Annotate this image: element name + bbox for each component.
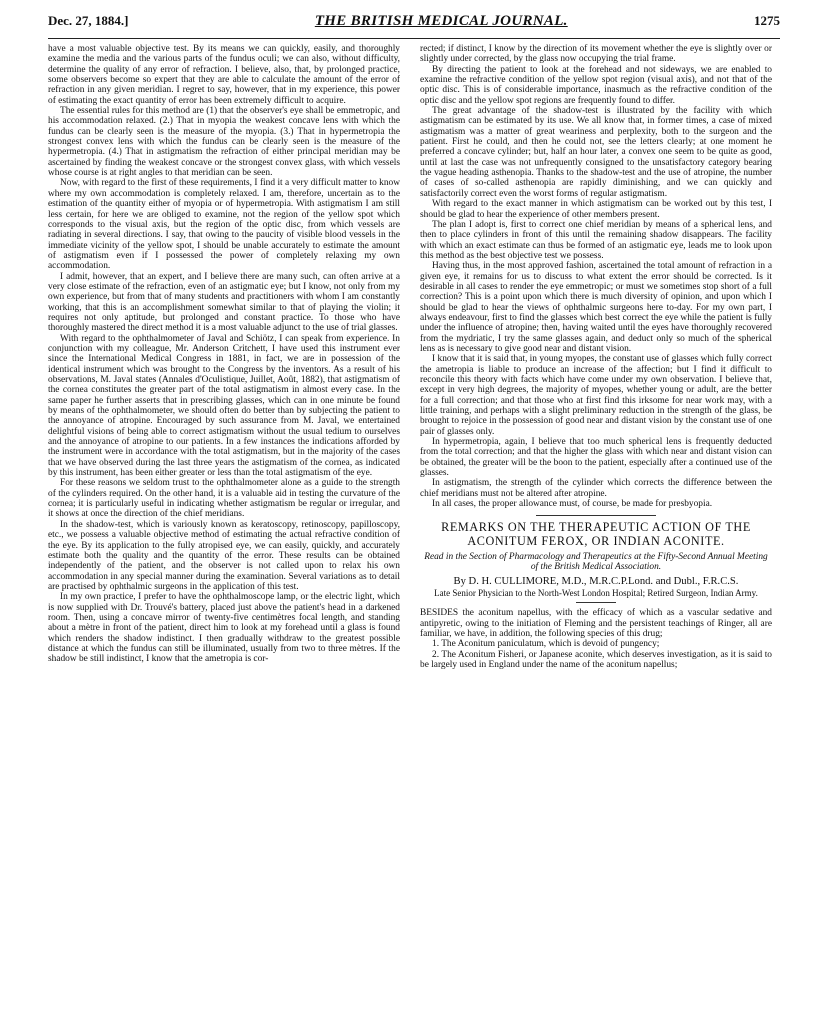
page-header <box>48 6 780 36</box>
article-title: REMARKS ON THE THERAPEUTIC ACTION OF THE ACONITUM FEROX, OR INDIAN ACONITE. <box>441 520 751 548</box>
header-rule <box>48 38 780 39</box>
paragraph: I know that it is said that, in young myopes, the constant use of glasses which fully correct the ametropia is liable to produce an increase of the affection; but I find it difficult to reconcile this theory with facts which have come under my own observation. I believe that, except in very high degrees, the majority of myopes, whether young or adult, are the better for a full correction; and that those who at first find this irksome for near work may, with a little training, and perhaps with a slight preliminary reduction in the strength of the glass, be brought to rejoice in the possession of good near and distant vision by the constant use of one pair of glasses only. <box>420 354 772 437</box>
short-divider <box>576 602 616 603</box>
paragraph: The plan I adopt is, first to correct one chief meridian by means of a spherical lens, and then to place cylinders in front of this until the remaining shadow disappears. The facility with which an exact estimate can thus be formed of an astigmatic eye, leads me to look upon this method as the best objective test we possess. <box>420 219 772 261</box>
journal-title: THE BRITISH MEDICAL JOURNAL. <box>314 12 568 29</box>
header-date: Dec. 27, 1884.] <box>48 13 129 28</box>
paragraph: In all cases, the proper allowance must, of course, be made for presbyopia. <box>432 499 713 510</box>
paragraph: Having thus, in the most approved fashion, ascertained the total amount of refraction in a given eye, it remains for us to discuss to what extent the error should be corrected. Is it desirable in all cases to render the eye emmetropic; or must we sometimes stop short of a full correction? This is a point upon which there is much diversity of opinion, and upon which I should be glad to hear the views of ophthalmic surgeons here to-day. For my own part, I always endeavour, first to find the glasses which best correct the eye while the patient is fully under the influence of atropine; then, having waited until the eyes have thoroughly recovered from the mydriatic, I try the same glasses again, and deduct only so much of the spherical lens as is necessary to give good near and distant vision. <box>420 261 772 354</box>
paragraph: In my own practice, I prefer to have the ophthalmoscope lamp, or the electric light, which is now supplied with Dr. Trouvé's battery, placed just above the patient's head in a darkened room. Then, using a concave mirror of twenty-five centimètres focal length, and standing about a mètre in front of the patient, direct him to look at my forehead until a glass is found which renders the shadow indistinct. I then gradually withdraw to the greatest possible distance at which the fundus can still be illuminated, usually from two to three mètres. If the shadow be still indistinct, I know that the ametropia is cor- <box>48 592 400 665</box>
paragraph: I admit, however, that an expert, and I believe there are many such, can often arrive at a very close estimate of the refraction, even of an astigmatic eye; but I know, not only from my own experience, but from that of many students and practitioners with whom I am constantly working, that this is an accomplishment somewhat similar to that of playing the violin; it requires not only aptitude, but prolonged and constant practice. To those who have thoroughly mastered the direct method it is a most valuable adjunct to the use of trial glasses. <box>48 271 400 334</box>
paragraph: With regard to the exact manner in which astigmatism can be worked out by this test, I should be glad to hear the experience of other members present. <box>420 199 772 220</box>
paragraph: Now, with regard to the first of these requirements, I find it a very difficult matter to know where my own accommodation is completely relaxed. I am, therefore, uncertain as to the estimation of the quantity either of myopia or of hypermetropia. With astigmatism I am still less certain, for here we are obliged to examine, not the region of the yellow spot which corresponds to the visual axis, but the region of the optic disc, from which vessels are radiating in several directions. I say, that owing to the paucity of visible blood vessels in the immediate vicinity of the yellow spot, I should be unable accurately to estimate the amount of astigmatism even if I possessed the power of completely relaxing my own accommodation. <box>48 178 400 272</box>
article-subtitle: Read in the Section of Pharmacology and Therapeutics at the Fifty-Second Annual Meeting of the British Medical Association. <box>424 551 768 573</box>
left-column <box>48 44 400 665</box>
article-author: By D. H. CULLIMORE, M.D., M.R.C.P.Lond. and Dubl., F.R.C.S. <box>453 575 739 587</box>
paragraph: For these reasons we seldom trust to the ophthalmometer alone as a guide to the strength of the cylinders required. On the other hand, it is a valuable aid in testing the curvature of the cornea; it is particularly useful in indicating whether astigmatism be regular or irregular, and it shows at once the direction of the chief meridians. <box>48 478 400 520</box>
paragraph: The essential rules for this method are (1) that the observer's eye shall be emmetropic, and his accommodation relaxed. (2.) That in myopia the weakest concave lens with which the fundus can be clearly seen is the measure of the myopia. (3.) That in hypermetropia the strongest convex lens with which the fundus can be clearly seen is the measure of the hypermetropia. (4.) That in astigmatism the refraction of either principal meridian may be ascertained by finding the weakest concave or the strongest convex glass, with which vessels whose course is at right angles to that meridian can be seen. <box>48 106 400 179</box>
section-divider <box>536 515 656 516</box>
paragraph: In the shadow-test, which is variously known as keratoscopy, retinoscopy, papilloscopy, etc., we possess a valuable objective method of estimating the actual refractive condition of the eye. By its application to the fully atropised eye, we can easily, quickly, and accurately estimate both the quality and the quantity of the error. These results can be obtained independently of the patient, and the observer is not called upon to relax his own accommodation in any special manner during the examination. Several variations as to detail are practised by ophthalmic surgeons in the application of this test. <box>48 519 400 592</box>
list-item: 1. The Aconitum paniculatum, which is devoid of pungency; <box>432 639 660 650</box>
paragraph: BESIDES the aconitum napellus, with the efficacy of which as a vascular sedative and antipyretic, owing to the initiation of Fleming and the persistent teachings of Ringer, all are familiar, we have, in addition, the following species of this drug; <box>420 608 772 639</box>
paragraph: In astigmatism, the strength of the cylinder which corrects the difference between the chief meridians must not be altered after atropine. <box>420 478 772 499</box>
paragraph: By directing the patient to look at the forehead and not sideways, we are enabled to examine the refractive condition of the yellow spot region (visual axis), and not that of the optic disc. This is of considerable importance, inasmuch as the refractive condition of the optic disc and the yellow spot regions are frequently found to differ. <box>420 64 772 106</box>
paragraph: With regard to the ophthalmometer of Javal and Schiötz, I can speak from experience. In conjunction with my colleague, Mr. Anderson Critchett, I have used this instrument ever since the International Medical Congress in 1881, in fact, we are in possession of the identical instrument which was brought to the Congress by the inventors. As a result of his observations, M. Javal states (Annales d'Oculistique, Juillet, Août, 1882), that astigmatism of the cornea constitutes the greater part of the total astigmatism in almost every case. In the same paper he further asserts that in prescribing glasses, which can in one minute be found by means of the ophthalmometer, we should often do better than by subjecting the patient to the annoyance of atropine. Encouraged by such assurance from M. Javal, we entertained delightful visions of being able to correct astigmatism without the usual tedium to ourselves and the annoyance of atropine to our patients. In a few instances the indications afforded by the instrument were in accordance with the total astigmatism, but in the majority of the cases that we have observed during the last three years the astigmatism of the cornea, as indicated by this instrument, has been either greater or less than the total astigmatism of the eye. <box>48 333 400 479</box>
paragraph: The great advantage of the shadow-test is illustrated by the facility with which astigmatism can be estimated by its use. We all know that, in former times, a case of mixed astigmatism was a matter of great weariness and perplexity, both to the surgeon and the patient. First he could, and then he could not, see the letters clearly; at one moment he preferred a concave cylinder; but, half an hour later, a convex one seem to be quite as good, until at last the case was not unfrequently consigned to the unsatisfactory category bearing the vague heading asthenopia. Thanks to the shadow-test and the use of atropine, the number of cases of so-called asthenopia are rapidly diminishing, and we can quickly and satisfactorily correct even the worst forms of regular astigmatism. <box>420 106 772 199</box>
paragraph: have a most valuable objective test. By its means we can quickly, easily, and thoroughly examine the media and the various parts of the fundus oculi; we can also, without difficulty, determine the quality of any error of refraction. I believe, also, that, by prolonged practice, some observers become so expert that they are able to calculate the amount of the error of refraction in any given meridian. I regret to say, however, that in my experience, this power of estimating the exact quantity of error has been extremely difficult to acquire. <box>48 44 400 106</box>
paragraph: In hypermetropia, again, I believe that too much spherical lens is frequently deducted from the total correction; and that the higher the glass with which near and distant vision can be obtained, the greater will be the boon to the patient, especially after a continued use of the glasses. <box>420 437 772 479</box>
page-number: 1275 <box>754 13 780 28</box>
article-affiliation: Late Senior Physician to the North-West London Hospital; Retired Surgeon, Indian Army. <box>434 588 758 599</box>
paragraph: rected; if distinct, I know by the direction of its movement whether the eye is slightly over or slightly under corrected, by the glass now occupying the trial frame. <box>420 44 772 65</box>
list-item: 2. The Aconitum Fisheri, or Japanese aconite, which deserves investigation, as it is said to be largely used in England under the name of the aconitum napellus; <box>420 649 772 670</box>
right-column <box>420 44 772 670</box>
